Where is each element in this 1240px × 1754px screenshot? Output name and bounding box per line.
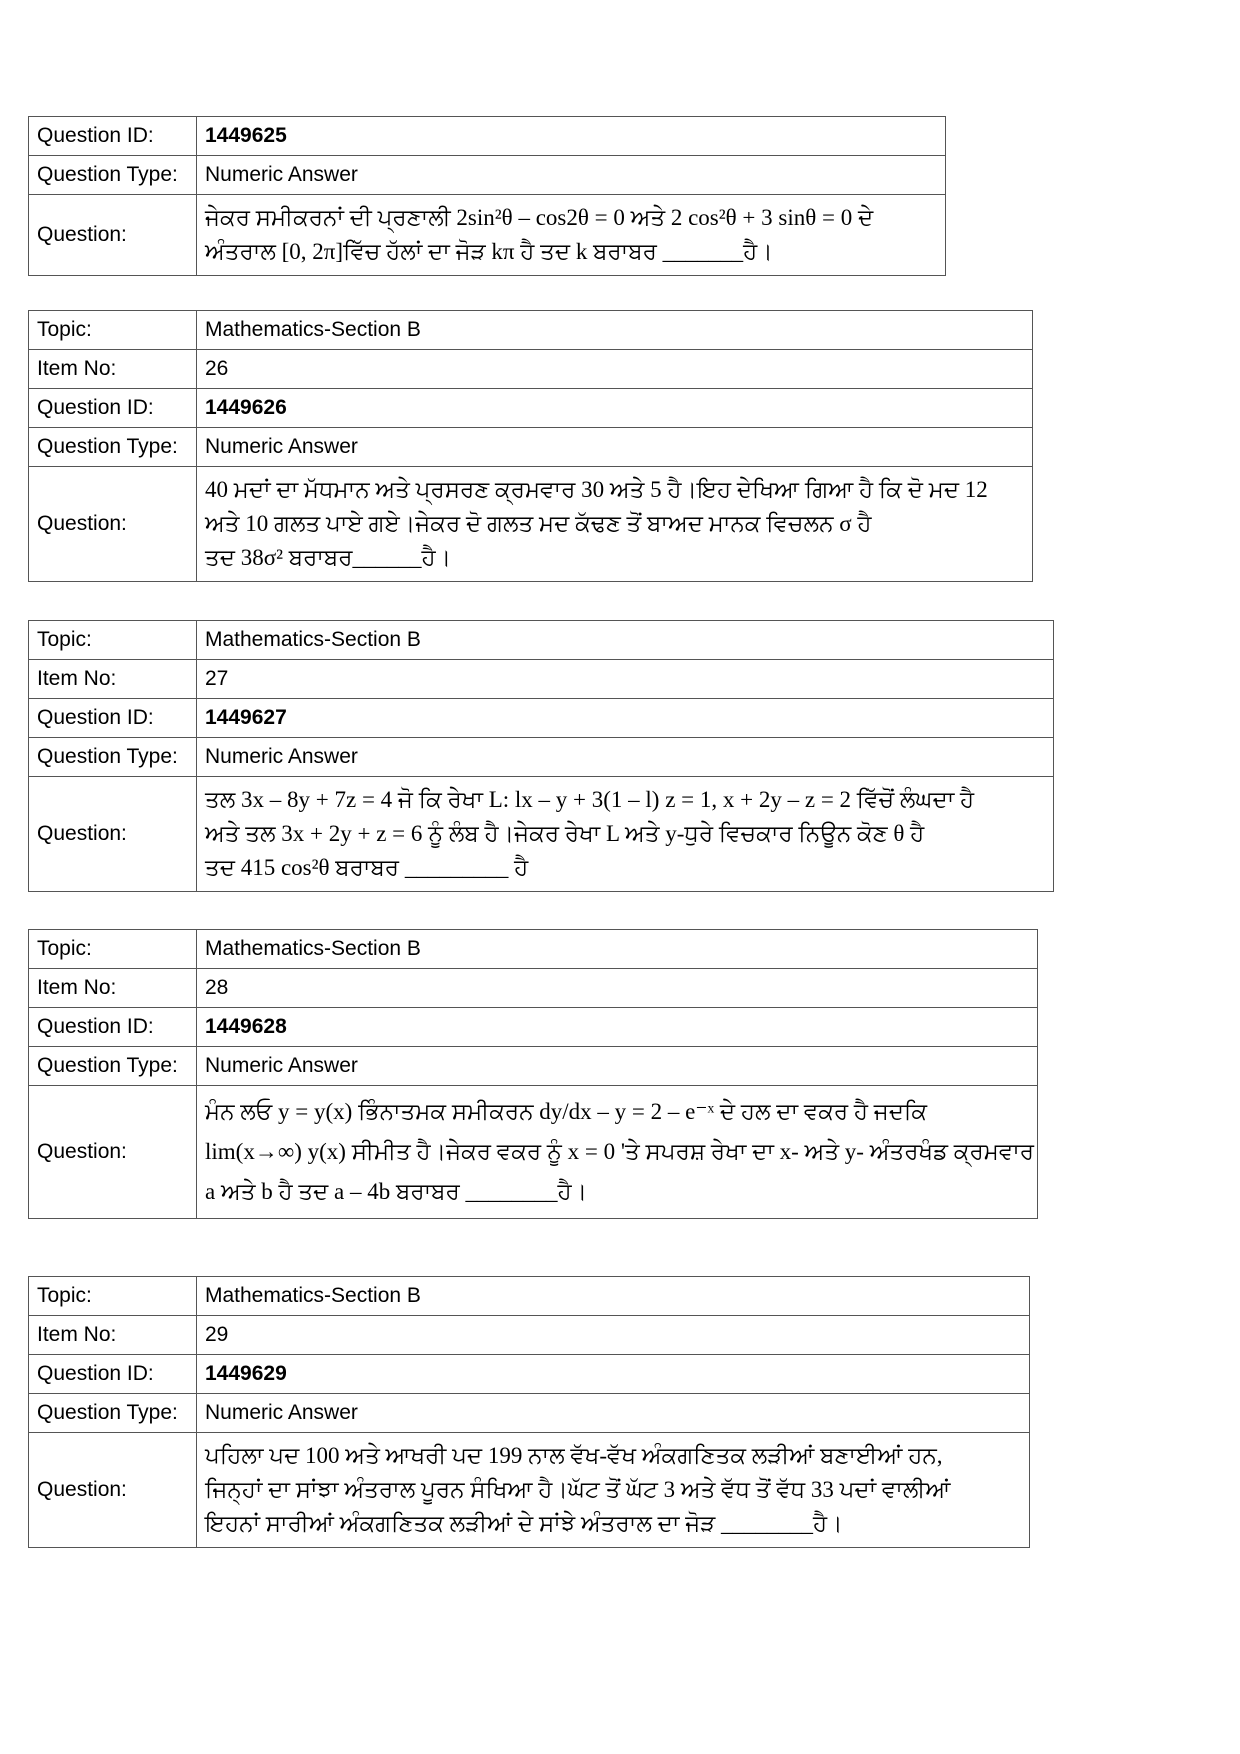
item-no-label: Item No: bbox=[29, 969, 197, 1008]
question-type-label: Question Type: bbox=[29, 156, 197, 195]
topic-label: Topic: bbox=[29, 621, 197, 660]
question-id-label: Question ID: bbox=[29, 699, 197, 738]
question-row bbox=[29, 195, 946, 276]
item-no-row bbox=[29, 1316, 1030, 1355]
question-row bbox=[29, 1086, 1038, 1219]
question-type-value: Numeric Answer bbox=[197, 428, 1033, 467]
item-no-value: 28 bbox=[197, 969, 1038, 1008]
question-label: Question: bbox=[29, 777, 197, 892]
topic-value: Mathematics-Section B bbox=[197, 311, 1033, 350]
question-id-row bbox=[29, 1008, 1038, 1047]
topic-value: Mathematics-Section B bbox=[197, 1277, 1030, 1316]
item-no-value: 27 bbox=[197, 660, 1054, 699]
question-line: lim(x→∞) y(x) ਸੀਮੀਤ ਹੈ।ਜੇਕਰ ਵਕਰ ਨੂੰ x = 0 'ਤੇ ਸਪਰਸ਼ ਰੇਖਾ ਦਾ x- ਅਤੇ y- ਅੰਤਰਖੰਡ ਕ੍ਰਮਵਾਰ bbox=[205, 1139, 1035, 1164]
question-text bbox=[197, 777, 1054, 892]
item-no-row bbox=[29, 350, 1033, 389]
question-id-value: 1449625 bbox=[197, 117, 946, 156]
question-line: ਅੰਤਰਾਲ [0, 2π]ਵਿੱਚ ਹੱਲਾਂ ਦਾ ਜੋੜ kπ ਹੈ ਤਦ k ਬਰਾਬਰ _______ਹੈ। bbox=[205, 239, 773, 264]
question-type-label: Question Type: bbox=[29, 1047, 197, 1086]
question-row bbox=[29, 777, 1054, 892]
item-no-row bbox=[29, 660, 1054, 699]
topic-label: Topic: bbox=[29, 1277, 197, 1316]
question-type-value: Numeric Answer bbox=[197, 738, 1054, 777]
question-id-value: 1449628 bbox=[197, 1008, 1038, 1047]
item-no-label: Item No: bbox=[29, 1316, 197, 1355]
topic-value: Mathematics-Section B bbox=[197, 621, 1054, 660]
question-id-value: 1449629 bbox=[197, 1355, 1030, 1394]
question-label: Question: bbox=[29, 1433, 197, 1548]
question-id-label: Question ID: bbox=[29, 389, 197, 428]
topic-row bbox=[29, 621, 1054, 660]
question-line: 40 ਮਦਾਂ ਦਾ ਮੱਧਮਾਨ ਅਤੇ ਪ੍ਰਸਰਣ ਕ੍ਰਮਵਾਰ 30 ਅਤੇ 5 ਹੈ।ਇਹ ਦੇਖਿਆ ਗਿਆ ਹੈ ਕਿ ਦੋ ਮਦ 12 bbox=[205, 477, 988, 502]
question-id-label: Question ID: bbox=[29, 1008, 197, 1047]
question-id-row bbox=[29, 1355, 1030, 1394]
topic-label: Topic: bbox=[29, 930, 197, 969]
item-no-row bbox=[29, 969, 1038, 1008]
question-type-row bbox=[29, 156, 946, 195]
question-id-label: Question ID: bbox=[29, 117, 197, 156]
question-type-label: Question Type: bbox=[29, 1394, 197, 1433]
topic-row bbox=[29, 311, 1033, 350]
item-no-value: 29 bbox=[197, 1316, 1030, 1355]
question-type-row bbox=[29, 1047, 1038, 1086]
question-table-1449629 bbox=[28, 1276, 1030, 1548]
question-id-value: 1449626 bbox=[197, 389, 1033, 428]
question-label: Question: bbox=[29, 467, 197, 582]
question-text bbox=[197, 1433, 1030, 1548]
question-id-label: Question ID: bbox=[29, 1355, 197, 1394]
question-type-value: Numeric Answer bbox=[197, 1047, 1038, 1086]
question-id-value: 1449627 bbox=[197, 699, 1054, 738]
topic-row bbox=[29, 930, 1038, 969]
topic-label: Topic: bbox=[29, 311, 197, 350]
question-text bbox=[197, 195, 946, 276]
question-id-row bbox=[29, 117, 946, 156]
question-line: ਤਦ 415 cos²θ ਬਰਾਬਰ _________ ਹੈ bbox=[205, 855, 529, 880]
question-type-label: Question Type: bbox=[29, 428, 197, 467]
question-label: Question: bbox=[29, 195, 197, 276]
question-table-1449626 bbox=[28, 310, 1033, 582]
question-table-1449627 bbox=[28, 620, 1054, 892]
question-type-value: Numeric Answer bbox=[197, 1394, 1030, 1433]
question-line: ਪਹਿਲਾ ਪਦ 100 ਅਤੇ ਆਖਰੀ ਪਦ 199 ਨਾਲ ਵੱਖ-ਵੱਖ ਅੰਕਗਣਿਤਕ ਲੜੀਆਂ ਬਣਾਈਆਂ ਹਨ, bbox=[205, 1443, 943, 1468]
question-line: ਜੇਕਰ ਸਮੀਕਰਨਾਂ ਦੀ ਪ੍ਰਣਾਲੀ 2sin²θ – cos2θ = 0 ਅਤੇ 2 cos²θ + 3 sinθ = 0 ਦੇ bbox=[205, 205, 874, 230]
question-type-label: Question Type: bbox=[29, 738, 197, 777]
question-id-row bbox=[29, 389, 1033, 428]
item-no-value: 26 bbox=[197, 350, 1033, 389]
question-text bbox=[197, 467, 1033, 582]
question-line: ਤਦ 38σ² ਬਰਾਬਰ______ਹੈ। bbox=[205, 545, 452, 570]
question-row bbox=[29, 467, 1033, 582]
question-line: ਜਿਨ੍ਹਾਂ ਦਾ ਸਾਂਝਾ ਅੰਤਰਾਲ ਪੂਰਨ ਸੰਖਿਆ ਹੈ।ਘੱਟ ਤੋਂ ਘੱਟ 3 ਅਤੇ ਵੱਧ ਤੋਂ ਵੱਧ 33 ਪਦਾਂ ਵਾਲੀਆਂ bbox=[205, 1477, 951, 1502]
question-table-1449625 bbox=[28, 116, 946, 276]
question-table-1449628 bbox=[28, 929, 1038, 1219]
question-type-row bbox=[29, 738, 1054, 777]
question-label: Question: bbox=[29, 1086, 197, 1219]
question-text bbox=[197, 1086, 1038, 1219]
item-no-label: Item No: bbox=[29, 660, 197, 699]
topic-value: Mathematics-Section B bbox=[197, 930, 1038, 969]
question-row bbox=[29, 1433, 1030, 1548]
question-line: ਅਤੇ 10 ਗਲਤ ਪਾਏ ਗਏ।ਜੇਕਰ ਦੋ ਗਲਤ ਮਦ ਕੱਢਣ ਤੋਂ ਬਾਅਦ ਮਾਨਕ ਵਿਚਲਨ σ ਹੈ bbox=[205, 511, 872, 536]
question-line: ਤਲ 3x – 8y + 7z = 4 ਜੋ ਕਿ ਰੇਖਾ L: lx – y + 3(1 – l) z = 1, x + 2y – z = 2 ਵਿੱਚੋਂ ਲੰਘਦਾ ਹੈ bbox=[205, 787, 975, 812]
question-type-row bbox=[29, 1394, 1030, 1433]
question-type-value: Numeric Answer bbox=[197, 156, 946, 195]
topic-row bbox=[29, 1277, 1030, 1316]
question-line: ਅਤੇ ਤਲ 3x + 2y + z = 6 ਨੂੰ ਲੰਬ ਹੈ।ਜੇਕਰ ਰੇਖਾ L ਅਤੇ y-ਧੁਰੇ ਵਿਚਕਾਰ ਨਿਊਨ ਕੋਣ θ ਹੈ bbox=[205, 821, 925, 846]
question-line: ਇਹਨਾਂ ਸਾਰੀਆਂ ਅੰਕਗਣਿਤਕ ਲੜੀਆਂ ਦੇ ਸਾਂਝੇ ਅੰਤਰਾਲ ਦਾ ਜੋੜ ________ਹੈ। bbox=[205, 1511, 843, 1536]
question-type-row bbox=[29, 428, 1033, 467]
question-line: a ਅਤੇ b ਹੈ ਤਦ a – 4b ਬਰਾਬਰ ________ਹੈ। bbox=[205, 1179, 588, 1204]
question-id-row bbox=[29, 699, 1054, 738]
question-line: ਮੰਨ ਲਓ y = y(x) ਭਿੰਨਾਤਮਕ ਸਮੀਕਰਨ dy/dx – y = 2 – e⁻ˣ ਦੇ ਹਲ ਦਾ ਵਕਰ ਹੈ ਜਦਕਿ bbox=[205, 1099, 928, 1124]
item-no-label: Item No: bbox=[29, 350, 197, 389]
